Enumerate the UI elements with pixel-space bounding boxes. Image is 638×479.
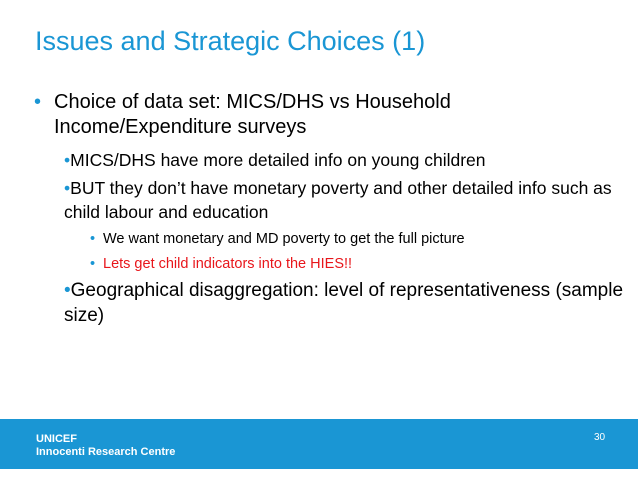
bullet-text: MICS/DHS have more detailed info on young children xyxy=(70,150,486,170)
bullet-dot-icon: • xyxy=(64,280,71,301)
bullet-dot-icon: • xyxy=(90,231,96,247)
footer-org-unit: Innocenti Research Centre xyxy=(36,446,176,458)
page-number: 30 xyxy=(594,432,606,443)
bullet-dot-icon: • xyxy=(90,256,96,272)
bullet-level2-geographic xyxy=(64,278,624,328)
slide-title: Issues and Strategic Choices (1) xyxy=(35,26,426,56)
bullet-level3-hies-highlight xyxy=(90,253,624,275)
footer-bar xyxy=(0,419,638,469)
bullet-dot-icon: • xyxy=(64,150,71,170)
slide-body xyxy=(34,90,624,332)
bullet-text: Choice of data set: MICS/DHS vs Household Income/Expenditure surveys xyxy=(54,91,451,138)
bottom-strip xyxy=(0,469,638,479)
bullet-level2-mics-limitation xyxy=(64,176,624,224)
bullet-level2-mics-detail xyxy=(64,148,624,172)
bullet-dot-icon: • xyxy=(64,178,71,198)
bullet-dot-icon: • xyxy=(34,91,42,113)
bullet-text: Geographical disaggregation: level of representativeness (sample size) xyxy=(64,280,624,326)
bullet-level1-dataset-choice xyxy=(34,90,624,140)
bullet-text: BUT they don’t have monetary poverty and other detailed info such as child labour and education xyxy=(64,178,612,222)
bullet-text: Lets get child indicators into the HIES!! xyxy=(103,256,353,272)
footer-org-name: UNICEF xyxy=(36,433,77,445)
bullet-text: We want monetary and MD poverty to get the full picture xyxy=(103,231,465,247)
bullet-level3-full-picture xyxy=(90,228,624,250)
